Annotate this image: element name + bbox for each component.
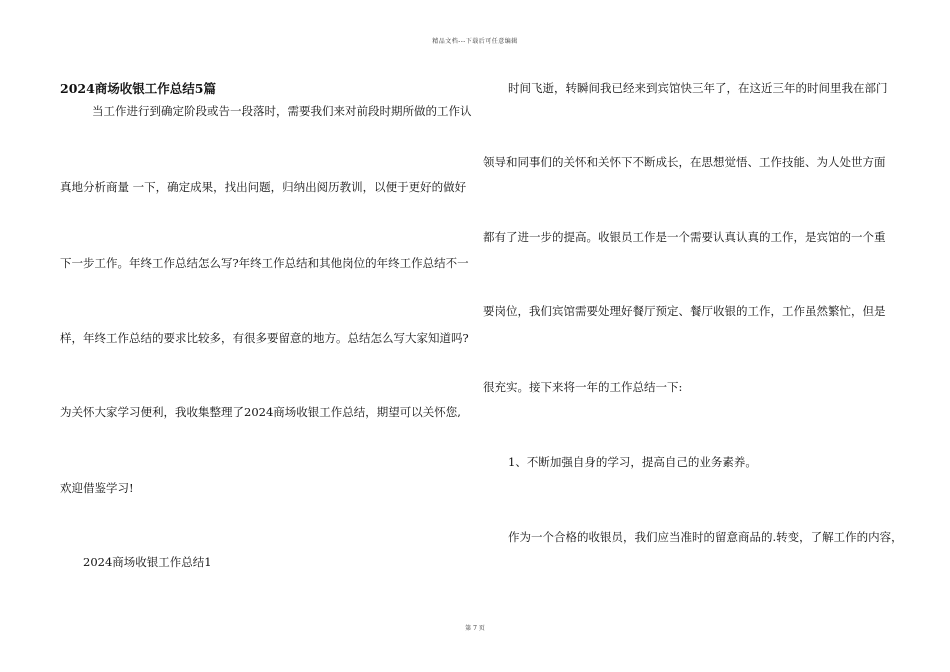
section-heading-1: 2024商场收银工作总结1: [83, 555, 212, 569]
right-line-4: 要岗位，我们宾馆需要处理好餐厅预定、餐厅收银的工作，工作虽然繁忙，但是: [483, 304, 886, 318]
page-number: 第 7 页: [465, 625, 485, 632]
right-line-7: 作为一个合格的收银员，我们应当准时的留意商品的.转变，了解工作的内容，: [508, 530, 903, 544]
left-line-5: 为关怀大家学习便利，我收集整理了2024商场收银工作总结，期望可以关怀您,: [60, 405, 461, 419]
right-line-2: 领导和同事们的关怀和关怀下不断成长，在思想觉悟、工作技能、为人处世方面: [483, 155, 886, 169]
left-line-6: 欢迎借鉴学习!: [60, 481, 134, 495]
right-line-1: 时间飞逝，转瞬间我已经来到宾馆快三年了，在这近三年的时间里我在部门: [508, 81, 888, 95]
page-header: 精品文档---下载后可任意编辑: [432, 38, 518, 45]
right-line-5: 很充实。接下来将一年的工作总结一下:: [483, 380, 683, 394]
right-line-6: 1、不断加强自身的学习，提高自己的业务素养。: [508, 455, 757, 469]
document-title: 2024商场收银工作总结5篇: [60, 81, 216, 96]
left-line-2: 真地分析商量 一下，确定成果，找出问题，归纳出阅历教训，以便于更好的做好: [60, 180, 467, 194]
left-line-1: 当工作进行到确定阶段或告一段落时，需要我们来对前段时期所做的工作认: [92, 104, 472, 118]
right-line-3: 都有了进一步的提高。收银员工作是一个需要认真认真的工作，是宾馆的一个重: [483, 230, 886, 244]
left-line-3: 下一步工作。年终工作总结怎么写?年终工作总结和其他岗位的年终工作总结不一: [60, 256, 469, 270]
left-line-4: 样，年终工作总结的要求比较多，有很多要留意的地方。总结怎么写大家知道吗?: [60, 331, 469, 345]
